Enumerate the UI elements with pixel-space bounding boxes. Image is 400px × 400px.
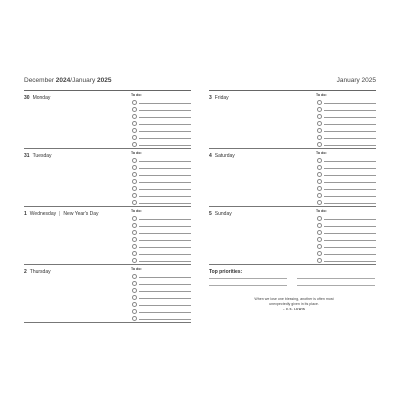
todo-item [316,191,376,198]
todo-item [131,286,191,293]
checkbox-icon[interactable] [132,200,137,205]
todo-write-line[interactable] [324,261,376,262]
todo-write-line[interactable] [139,319,191,320]
day-label: 30 Monday [24,95,51,101]
todo-item [131,272,191,279]
day-label: 31 Tuesday [24,153,52,159]
todo-list [316,93,376,147]
todo-write-line[interactable] [324,254,376,255]
todo-write-line[interactable] [139,291,191,292]
todo-item [131,235,191,242]
todo-item [131,221,191,228]
day-block-sunday [209,207,376,265]
todo-item [131,307,191,314]
todo-write-line[interactable] [324,103,376,104]
todo-write-line[interactable] [139,168,191,169]
todo-item [316,177,376,184]
todo-item [316,228,376,235]
todo-write-line[interactable] [324,226,376,227]
todo-write-line[interactable] [324,145,376,146]
todo-write-line[interactable] [324,175,376,176]
todo-write-line[interactable] [139,103,191,104]
todo-write-line[interactable] [139,240,191,241]
todo-write-line[interactable] [139,254,191,255]
todo-item [316,184,376,191]
holiday-note: New Year's Day [63,211,99,217]
priority-line[interactable] [209,278,287,279]
todo-title: To do: [131,267,142,271]
checkbox-icon[interactable] [317,142,322,147]
day-block-saturday [209,149,376,207]
todo-item [316,112,376,119]
todo-write-line[interactable] [324,247,376,248]
todo-write-line[interactable] [324,196,376,197]
todo-item [131,198,191,205]
todo-item [316,221,376,228]
todo-list [316,209,376,263]
todo-item [131,314,191,321]
todo-item [131,228,191,235]
todo-list [131,151,191,205]
todo-item [316,214,376,221]
day-label: 4 Saturday [209,153,235,159]
todo-list [131,93,191,147]
day-block-friday [209,91,376,149]
todo-title: To do: [131,151,142,155]
todo-write-line[interactable] [139,189,191,190]
day-block-tuesday [24,149,191,207]
todo-write-line[interactable] [139,203,191,204]
top-priorities [209,265,376,322]
todo-item [131,119,191,126]
todo-item [316,156,376,163]
todo-write-line[interactable] [324,161,376,162]
todo-write-line[interactable] [139,261,191,262]
todo-item [316,98,376,105]
day-label: 2 Thursday [24,269,51,275]
todo-write-line[interactable] [139,117,191,118]
todo-item [131,184,191,191]
todo-write-line[interactable] [324,124,376,125]
checkbox-icon[interactable] [317,200,322,205]
todo-write-line[interactable] [139,110,191,111]
todo-write-line[interactable] [139,284,191,285]
priority-line[interactable] [209,285,287,286]
todo-item [316,198,376,205]
checkbox-icon[interactable] [317,258,322,263]
todo-item [131,242,191,249]
todo-title: To do: [316,209,327,213]
todo-write-line[interactable] [324,138,376,139]
todo-item [131,300,191,307]
day-block-wednesday [24,207,191,265]
todo-title: To do: [131,209,142,213]
quote [249,297,339,312]
todo-list [316,151,376,205]
todo-item [316,256,376,263]
todo-write-line[interactable] [324,233,376,234]
todo-write-line[interactable] [139,124,191,125]
todo-write-line[interactable] [139,138,191,139]
day-block-thursday [24,265,191,323]
todo-write-line[interactable] [139,226,191,227]
todo-item [316,119,376,126]
todo-item [316,235,376,242]
todo-item [316,242,376,249]
todo-write-line[interactable] [324,168,376,169]
todo-item [316,163,376,170]
todo-item [131,163,191,170]
checkbox-icon[interactable] [132,258,137,263]
todo-write-line[interactable] [324,203,376,204]
todo-write-line[interactable] [324,131,376,132]
todo-item [316,140,376,147]
right-page [209,77,376,322]
todo-item [316,133,376,140]
todo-write-line[interactable] [324,219,376,220]
todo-item [131,126,191,133]
todo-write-line[interactable] [324,110,376,111]
todo-item [131,293,191,300]
quote-text: When we lose one blessing, another is often most unexpectedly given in its place. [254,297,334,306]
todo-item [131,256,191,263]
todo-write-line[interactable] [139,305,191,306]
todo-item [131,214,191,221]
todo-write-line[interactable] [139,196,191,197]
todo-list [131,267,191,321]
priority-line[interactable] [297,278,375,279]
day-block-monday [24,91,191,149]
priority-line[interactable] [297,285,375,286]
todo-write-line[interactable] [139,131,191,132]
todo-item [131,170,191,177]
todo-write-line[interactable] [139,175,191,176]
todo-title: To do: [131,93,142,97]
todo-item [316,249,376,256]
todo-write-line[interactable] [324,240,376,241]
todo-list [131,209,191,263]
todo-item [131,133,191,140]
todo-item [131,105,191,112]
priorities-title: Top priorities: [209,269,243,275]
day-label: 3 Friday [209,95,229,101]
day-label: 5 Sunday [209,211,232,217]
todo-item [131,249,191,256]
todo-write-line[interactable] [139,277,191,278]
todo-item [131,140,191,147]
todo-title: To do: [316,151,327,155]
todo-item [316,105,376,112]
checkbox-icon[interactable] [132,142,137,147]
right-page-header: January 2025 [336,77,376,84]
todo-item [131,279,191,286]
todo-write-line[interactable] [324,182,376,183]
todo-item [131,98,191,105]
todo-item [131,112,191,119]
todo-write-line[interactable] [324,117,376,118]
left-page-header: December 2024/January 2025 [24,77,112,84]
todo-write-line[interactable] [324,189,376,190]
todo-write-line[interactable] [139,298,191,299]
left-page [24,77,191,323]
todo-write-line[interactable] [139,233,191,234]
todo-write-line[interactable] [139,312,191,313]
todo-item [316,170,376,177]
todo-write-line[interactable] [139,182,191,183]
todo-write-line[interactable] [139,247,191,248]
todo-item [131,156,191,163]
day-label: 1 Wednesday | New Year's Day [24,211,99,217]
todo-item [131,191,191,198]
quote-author: – C.S. LEWIS [282,307,306,312]
todo-item [131,177,191,184]
todo-write-line[interactable] [139,161,191,162]
todo-title: To do: [316,93,327,97]
todo-write-line[interactable] [139,145,191,146]
todo-write-line[interactable] [139,219,191,220]
checkbox-icon[interactable] [132,316,137,321]
todo-item [316,126,376,133]
